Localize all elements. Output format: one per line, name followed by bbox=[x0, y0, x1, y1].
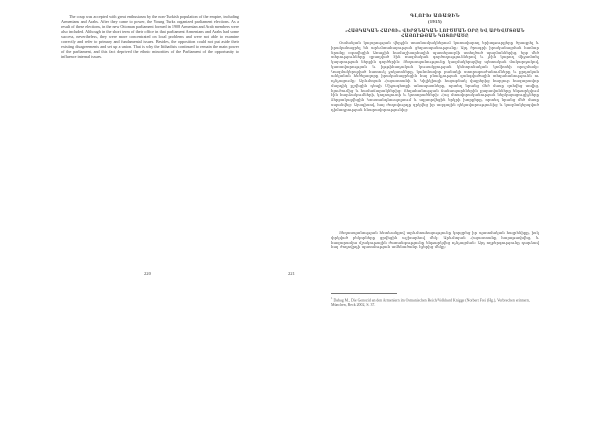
footnote bbox=[331, 296, 539, 308]
left-page-paragraph: The coup was accepted with great enthusiasm by the non-Turkish population of the empire, including Armenians and Arabs. After they came to power, the Young Turks organized parliament elections. As a result of these elections, in the new Ottoman parliament formed in 1908 Armenian and Arab members were also included. Although in the short term of their office in that parliament Armenians and Arabs had some success, nevertheless, they were more concentrated on local problems and were not able to examine correctly and refer to primary and fundamental issues. Besides, the opposition could not put aside their existing disagreements and set up a union. That is why the Ittihadists continued to remain the main power of the parliament, and this fact deprived the ethnic minorities of the Parliament of the opportunity to influence internal issues. bbox=[61, 14, 239, 60]
left-page-number: 220 bbox=[144, 271, 151, 276]
footnote-divider bbox=[331, 293, 397, 294]
chapter-title: «ՀԱՅԿԱԿԱՆ ՀԱՐՑԻ» ՎԵՐՋՆԱԿԱՆ ԼՈՒԾՄԱՆ ՕՐԸ ԵՎ ԱՐԵՎՄՏՅԱՆ ՀԱՅՈՒԹՅԱՆ ԿՈՏՈՐԱԾԸ bbox=[345, 28, 525, 39]
right-page-paragraph-1: Օսմանյան կայսրության վերջին տասնամյակներում կառավարող երիտթուրքերը ծրագրել և իրականացրել են արևմտահայության ցեղասպանությունը։ Այդ ծրագրի իրականացման համար նրանք օգտվեցին Առաջին համաշխարհային պատերազմի ստեղծած պայմաններից, երբ մեծ տերությունները զբաղված էին ռազմական գործողություններով և չէին կարող միջամտել կայսրության ներքին գործերին։ Ցեղասպանությունը կազմակերպվեց պետական մակարդակով, կառավարության և իթթիհադական կուսակցության կենտրոնական կոմիտեի որոշմամբ։ Կազմակերպված հատուկ ջոկատները, կանոնավոր բանակի ստորաբաժանումները և քրդական անկանոն հեծելազորը իրականացրեցին հայ բնակչության զանգվածային տեղահանությունն ու ոչնչացումը։ Արևմտյան Հայաստանի և Կիլիկիայի հայաբնակ վայրերից հարյուր հազարավոր մարդիկ քշվեցին դեպի Միջագետքի անապատները, որտեղ նրանց մեծ մասը զոհվեց սովից, հյուծումից և համաճարակներից։ Տեղահանության ճանապարհներին քարավանները ենթարկվում էին հարձակումների, կողոպուտի և կոտորածների։ Հայ մտավորականության ներկայացուցիչները ձերբակալվեցին Կոստանդնուպոլսում և աքսորվեցին երկրի խորքերը, որտեղ նրանց մեծ մասը սպանվեց։ Այսպիսով, հայ ժողովուրդը զրկվեց իր ազգային ղեկավարությունից և կազմակերպված դիմադրության հնարավորությունից։ bbox=[331, 41, 539, 112]
right-page-paragraph-2: Ցեղասպանության հետևանքով արևմտահայությունը կորցրեց իր պատմական հայրենիքը, իսկ փրկված բեկորները ցրվեցին աշխարհով մեկ։ Արևմտյան Հայաստանը հայաթափվեց, և հազարամյա մշակութային ժառանգությունը ենթարկվեց ոչնչացման։ Այդ ողբերգությունը դարձավ հայ ժողովրդի պատմության ամենածանր էջերից մեկը։ bbox=[331, 231, 539, 250]
chapter-year: (1915) bbox=[427, 19, 443, 24]
footnote-marker: 1 bbox=[331, 296, 333, 300]
footnote-text: Dabag M., Die Genozid an den Armeniern im Osmanischen Reich/Volkhard Knigge (Norbert Frei (Hg.), Verbrechen erinnern, München, Beck 2002, S. 37. bbox=[331, 298, 530, 308]
right-page-number: 221 bbox=[288, 271, 295, 276]
chapter-number: ԳԼՈՒԽ ԱՌԱՋԻՆ bbox=[410, 13, 460, 18]
